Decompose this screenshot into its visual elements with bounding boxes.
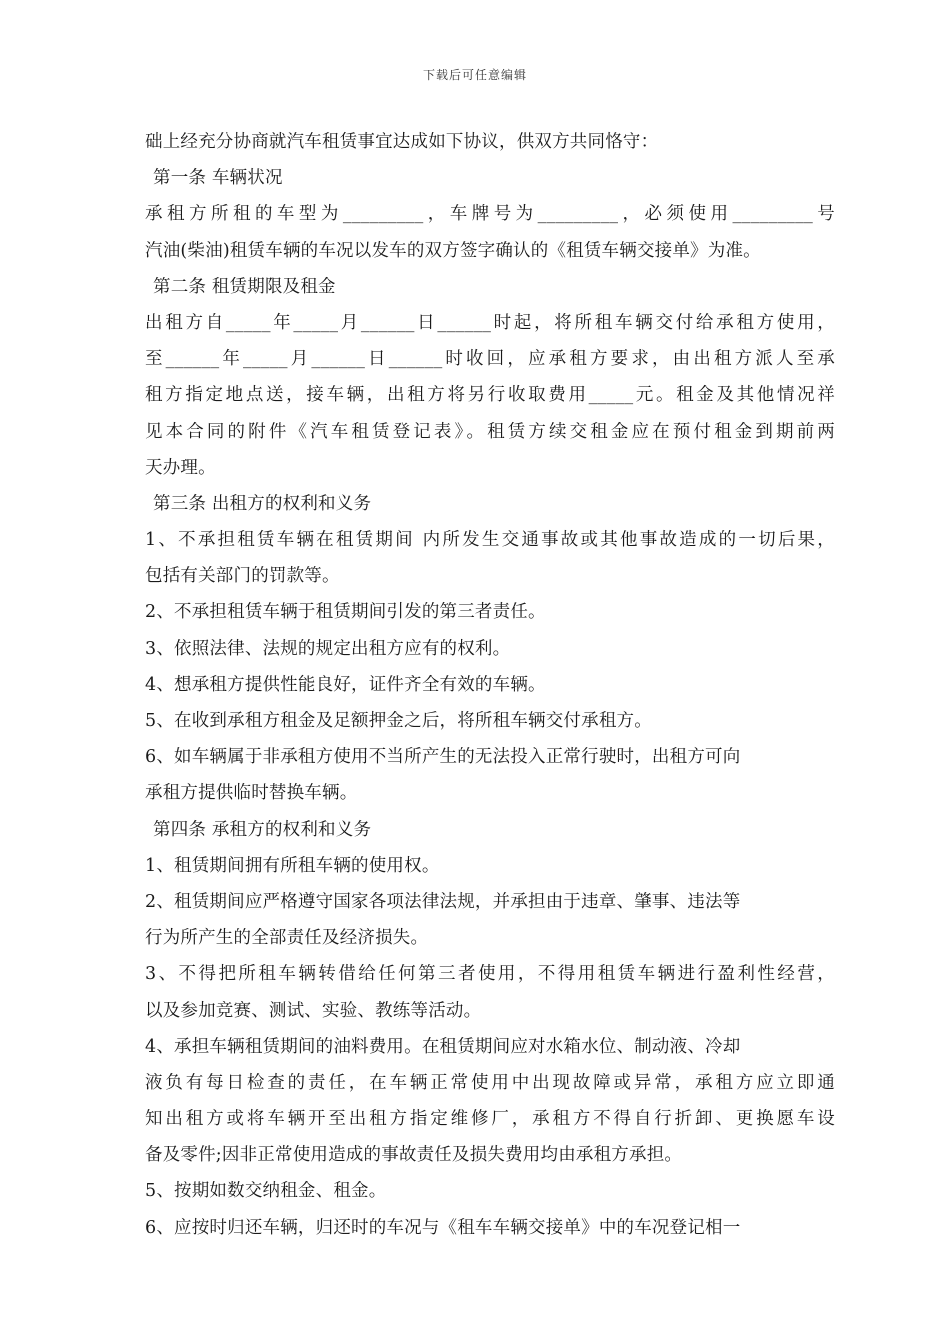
text-line-6: 出租方自_____年_____月______日______时起，将所租车辆交付给承租方使用， — [145, 312, 835, 333]
text-line-26: 4、承担车辆租赁期间的油料费用。在租赁期间应对水箱水位、制动液、冷却 — [145, 1036, 741, 1057]
text-line-7: 至______年_____月______日______时收回，应承租方要求，由出租方派人至承 — [145, 349, 835, 370]
text-line-18: 6、如车辆属于非承租方使用不当所产生的无法投入正常行驶时，出租方可向 — [145, 747, 741, 768]
text-line-10: 天办理。 — [145, 457, 216, 478]
page-header-note: 下载后可任意编辑 — [422, 68, 527, 82]
text-line-15: 3、依照法律、法规的规定出租方应有的权利。 — [145, 638, 511, 659]
text-line-9: 见本合同的附件《汽车租赁登记表》。租赁方续交租金应在预付租金到期前两 — [145, 421, 835, 442]
text-line-29: 备及零件;因非正常使用造成的事故责任及损失费用均由承租方承担。 — [145, 1145, 683, 1166]
text-line-17: 5、在收到承租方租金及足额押金之后，将所租车辆交付承租方。 — [145, 711, 652, 731]
text-line-8: 租方指定地点送，接车辆，出租方将另行收取费用_____元。租金及其他情况祥 — [145, 385, 835, 406]
text-line-27: 液负有每日检查的责任，在车辆正常使用中出现故障或异常，承租方应立即通 — [145, 1072, 835, 1093]
text-line-14: 2、不承担租赁车辆于租赁期间引发的第三者责任。 — [145, 602, 546, 623]
text-line-4: 汽油(柴油)租赁车辆的车况以发车的双方签字确认的《租赁车辆交接单》为准。 — [145, 240, 761, 261]
text-line-25: 以及参加竞赛、测试、实验、教练等活动。 — [145, 1000, 482, 1021]
text-line-13: 包括有关部门的罚款等。 — [145, 566, 340, 587]
section-heading-4: 第四条 承租方的权利和义务 — [153, 819, 372, 840]
section-heading-1: 第一条 车辆状况 — [153, 168, 283, 189]
text-line-1: 础上经充分协商就汽车租赁事宜达成如下协议，供双方共同恪守： — [145, 132, 659, 152]
text-line-28: 知出租方或将车辆开至出租方指定维修厂，承租方不得自行折卸、更换愿车设 — [145, 1109, 835, 1130]
text-line-30: 5、按期如数交纳租金、租金。 — [145, 1181, 387, 1202]
text-line-3: 承租方所租的车型为_________，车牌号为_________，必须使用_________号 — [145, 204, 835, 225]
text-line-24: 3、不得把所租车辆转借给任何第三者使用，不得用租赁车辆进行盈利性经营， — [145, 964, 835, 985]
section-heading-3: 第三条 出租方的权利和义务 — [153, 493, 372, 514]
section-heading-2: 第二条 租赁期限及租金 — [153, 276, 336, 297]
text-line-22: 2、租赁期间应严格遵守国家各项法律法规，并承担由于违章、肇事、违法等 — [145, 891, 741, 912]
text-line-19: 承租方提供临时替换车辆。 — [145, 783, 358, 804]
text-line-21: 1、租赁期间拥有所租车辆的使用权。 — [145, 855, 440, 876]
text-line-16: 4、想承租方提供性能良好，证件齐全有效的车辆。 — [145, 674, 546, 695]
text-line-23: 行为所产生的全部责任及经济损失。 — [145, 928, 429, 949]
text-line-12: 1、不承担租赁车辆在租赁期间 内所发生交通事故或其他事故造成的一切后果， — [145, 530, 835, 551]
contract-body — [145, 124, 835, 1246]
text-line-31: 6、应按时归还车辆，归还时的车况与《租车车辆交接单》中的车况登记相一 — [145, 1217, 741, 1238]
